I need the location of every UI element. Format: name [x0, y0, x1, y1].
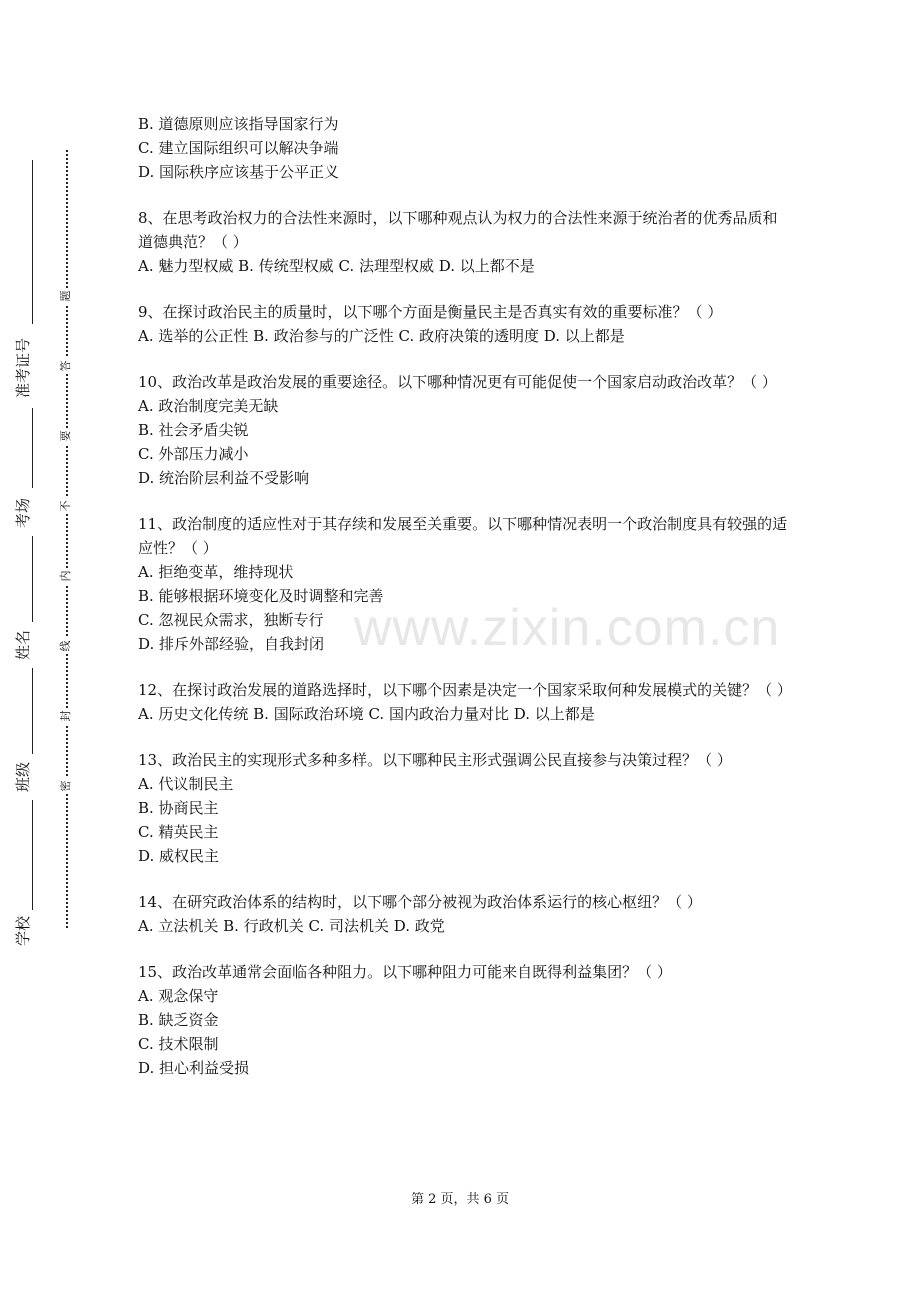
question-text: 14、在研究政治体系的结构时，以下哪个部分被视为政治体系运行的核心枢纽？（ ）	[138, 893, 702, 911]
class-label: 班级	[14, 761, 32, 792]
question-text: 15、政治改革通常会面临各种阻力。以下哪种阻力可能来自既得利益集团？（ ）	[138, 963, 672, 981]
seal-char: 内	[58, 568, 74, 584]
name-line	[32, 536, 33, 622]
question-text: 9、在探讨政治民主的质量时，以下哪个方面是衡量民主是否真实有效的重要标准？（ ）	[138, 303, 723, 321]
option-line: A. 代议制民主	[138, 775, 234, 793]
question-block	[138, 960, 788, 1080]
option-line: C. 精英民主	[138, 823, 219, 841]
question-text: 12、在探讨政治发展的道路选择时，以下哪个因素是决定一个国家采取何种发展模式的关键？（ ）	[138, 681, 792, 699]
option-line: B. 缺乏资金	[138, 1011, 219, 1029]
option-line: C. 技术限制	[138, 1035, 219, 1053]
question-text: 11、政治制度的适应性对于其存续和发展至关重要。以下哪种情况表明一个政治制度具有较强的适应性？（ ）	[138, 515, 788, 557]
question-block	[138, 678, 792, 726]
option-line: A. 观念保守	[138, 987, 219, 1005]
question-block	[138, 300, 788, 348]
question-block	[138, 748, 788, 868]
option-line: A. 立法机关 B. 行政机关 C. 司法机关 D. 政党	[138, 917, 445, 935]
option-line: D. 威权民主	[138, 847, 220, 865]
seal-char: 不	[58, 498, 74, 514]
page-footer: 第 2 页，共 6 页	[410, 1192, 510, 1207]
option-line: A. 拒绝变革，维持现状	[138, 563, 294, 581]
seal-char: 封	[58, 708, 74, 724]
option-line: D. 国际秩序应该基于公平正义	[138, 163, 340, 181]
option-line: D. 统治阶层利益不受影响	[138, 469, 310, 487]
name-label: 姓名	[14, 629, 32, 660]
question-block	[138, 112, 788, 184]
school-label: 学校	[14, 915, 32, 946]
class-line	[32, 668, 33, 754]
question-block	[138, 512, 788, 656]
school-line	[32, 800, 33, 910]
question-text: 13、政治民主的实现形式多种多样。以下哪种民主形式强调公民直接参与决策过程？（ ）	[138, 751, 732, 769]
option-line: B. 能够根据环境变化及时调整和完善	[138, 587, 384, 605]
seal-char: 密	[58, 778, 74, 794]
option-line: D. 排斥外部经验，自我封闭	[138, 635, 325, 653]
option-line: B. 社会矛盾尖锐	[138, 421, 249, 439]
exam-id-label: 准考证号	[14, 337, 32, 398]
question-text: 10、政治改革是政治发展的重要途径。以下哪种情况更有可能促使一个国家启动政治改革？（ ）	[138, 373, 777, 391]
exam-room-label: 考场	[14, 497, 32, 528]
option-line: C. 外部压力减小	[138, 445, 249, 463]
seal-char: 线	[58, 638, 74, 654]
option-line: D. 担心利益受损	[138, 1059, 250, 1077]
option-line: C. 忽视民众需求，独断专行	[138, 611, 324, 629]
seal-char: 要	[58, 428, 74, 444]
exam-room-line	[32, 408, 33, 488]
watermark: www.zixin.com.cn	[354, 599, 781, 657]
option-line: B. 协商民主	[138, 799, 219, 817]
exam-id-line	[32, 160, 33, 324]
exam-content	[138, 112, 792, 1080]
option-line: B. 道德原则应该指导国家行为	[138, 115, 339, 133]
seal-dotted-line	[66, 150, 68, 928]
question-block	[138, 206, 788, 278]
seal-char: 题	[58, 288, 74, 304]
option-line: A. 魅力型权威 B. 传统型权威 C. 法理型权威 D. 以上都不是	[138, 257, 535, 275]
option-line: A. 政治制度完美无缺	[138, 397, 279, 415]
question-text: 8、在思考政治权力的合法性来源时，以下哪种观点认为权力的合法性来源于统治者的优秀品质和道德典范？（ ）	[138, 209, 778, 251]
seal-char: 答	[58, 358, 74, 374]
option-line: A. 选举的公正性 B. 政治参与的广泛性 C. 政府决策的透明度 D. 以上都是	[138, 327, 625, 345]
option-line: C. 建立国际组织可以解决争端	[138, 139, 339, 157]
question-block	[138, 370, 788, 490]
option-line: A. 历史文化传统 B. 国际政治环境 C. 国内政治力量对比 D. 以上都是	[138, 705, 595, 723]
question-block	[138, 890, 788, 938]
